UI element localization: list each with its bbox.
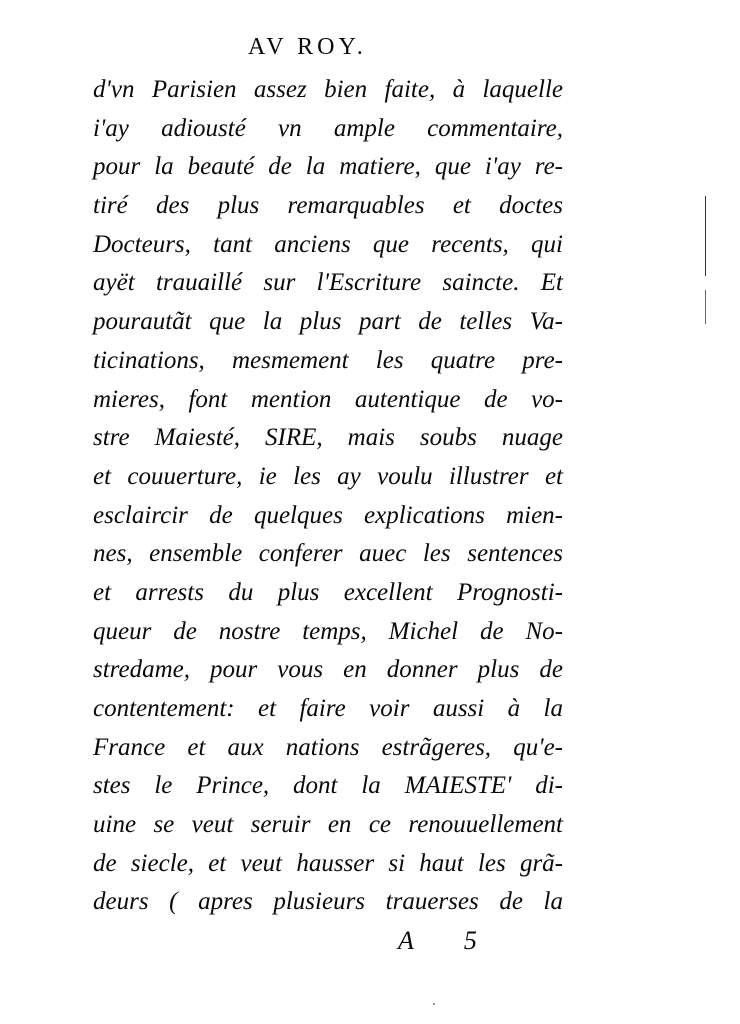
text-line: mieres, font mention autentique de vo-	[93, 385, 563, 413]
text-line: stre Maiesté, SIRE, mais soubs nuage	[93, 424, 563, 452]
text-line: tiré des plus remarquables et doctes	[93, 192, 563, 220]
text-line: pourautãt que la plus part de telles Va-	[93, 308, 563, 336]
text-line: stes le Prince, dont la MAIESTE' di-	[93, 772, 563, 800]
text-line: pour la beauté de la matiere, que i'ay re-	[93, 153, 563, 181]
text-line: i'ay adiousté vn ample commentaire,	[93, 114, 563, 142]
text-line: uine se veut seruir en ce renouuellement	[93, 811, 563, 839]
text-line: ayët trauaillé sur l'Escriture saincte. Et	[93, 269, 563, 297]
text-line: esclaircir de quelques explications mien-	[93, 501, 563, 529]
text-line: contentement: et faire voir aussi à la	[93, 695, 563, 722]
text-line: ticinations, mesmement les quatre pre-	[93, 346, 563, 374]
text-line: de siecle, et veut hausser si haut les grã-	[93, 849, 563, 877]
margin-rule-upper	[705, 196, 706, 276]
text-line: Docteurs, tant anciens que recents, qui	[93, 230, 563, 258]
margin-rule-lower	[705, 290, 706, 324]
text-line: stredame, pour vous en donner plus de	[93, 656, 563, 684]
signature-mark: A 5	[398, 926, 499, 955]
text-line: deurs ( apres plusieurs trauerses de la	[93, 888, 563, 916]
paper-speck	[433, 1003, 435, 1005]
body-text	[93, 71, 563, 922]
text-line: d'vn Parisien assez bien faite, à laquelle	[93, 76, 563, 103]
running-head: AV ROY.	[248, 34, 367, 60]
text-line: et arrests du plus excellent Prognosti-	[93, 578, 563, 606]
text-line: nes, ensemble conferer auec les sentences	[93, 540, 563, 568]
text-line: France et aux nations estrãgeres, qu'e-	[93, 733, 563, 761]
text-line: queur de nostre temps, Michel de No-	[93, 617, 563, 645]
text-line: et couuerture, ie les ay voulu illustrer et	[93, 462, 563, 490]
